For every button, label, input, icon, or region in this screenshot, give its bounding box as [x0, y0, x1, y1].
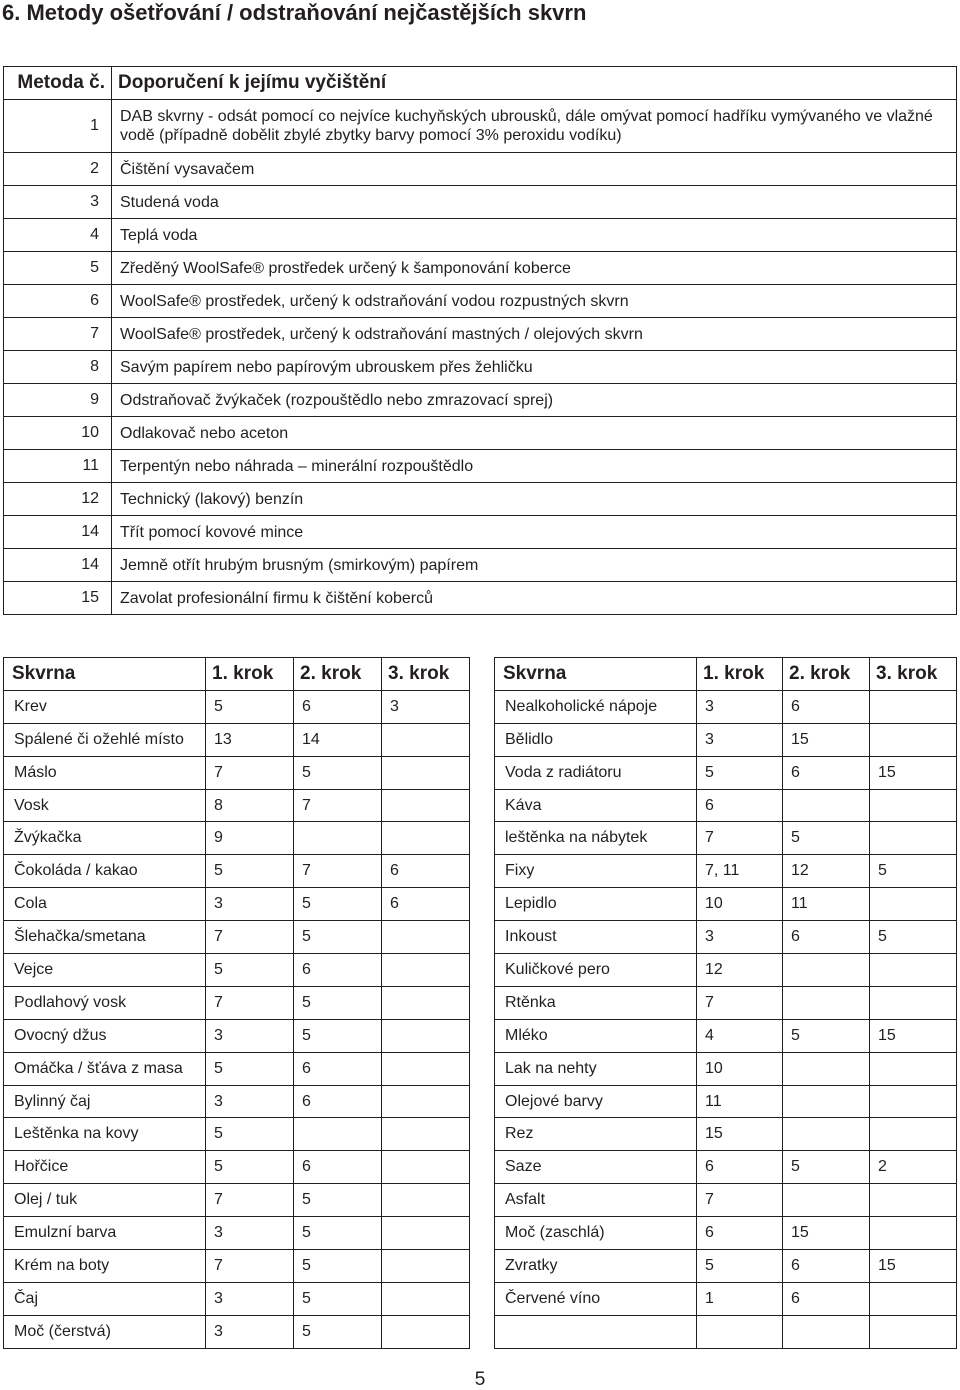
stain-name: Moč (čerstvá): [4, 1315, 206, 1348]
method-number: 1: [4, 100, 112, 153]
stain-step-3: [870, 690, 957, 723]
stain-step-1: 6: [697, 789, 783, 822]
stain-step-3: [870, 1282, 957, 1315]
stain-step-3: [382, 1184, 470, 1217]
method-description: Třít pomocí kovové mince: [112, 516, 957, 549]
method-row: [4, 450, 957, 483]
stain-step-2: [294, 822, 382, 855]
stain-row: [495, 723, 957, 756]
methods-header-row: [4, 67, 957, 100]
stains-left-header-step-1: 1. krok: [206, 658, 294, 691]
stain-step-3: [382, 1217, 470, 1250]
stain-step-2: [783, 954, 870, 987]
stain-step-1: 3: [697, 690, 783, 723]
stain-name: Žvýkačka: [4, 822, 206, 855]
stain-step-3: [382, 789, 470, 822]
stain-row: [4, 1282, 470, 1315]
stain-step-3: [870, 986, 957, 1019]
stain-name: Moč (zaschlá): [495, 1217, 697, 1250]
stains-right-header-step-3: 3. krok: [870, 658, 957, 691]
stain-row: [4, 1085, 470, 1118]
stain-name: Mléko: [495, 1019, 697, 1052]
stain-step-3: [382, 1282, 470, 1315]
stain-step-3: [382, 986, 470, 1019]
stain-step-1: 5: [206, 954, 294, 987]
stain-step-1: 10: [697, 1052, 783, 1085]
stain-step-3: [870, 822, 957, 855]
method-row: [4, 252, 957, 285]
stain-step-3: [382, 1151, 470, 1184]
stain-row: [495, 1085, 957, 1118]
stain-row: [4, 1184, 470, 1217]
method-row: [4, 582, 957, 615]
stain-step-2: [783, 1085, 870, 1118]
stain-step-3: [382, 1315, 470, 1348]
method-row: [4, 186, 957, 219]
stain-step-3: [870, 1118, 957, 1151]
stain-step-2: 6: [294, 1151, 382, 1184]
stain-row: [4, 1052, 470, 1085]
stain-row: [4, 1118, 470, 1151]
stain-step-3: 15: [870, 1250, 957, 1283]
method-number: 4: [4, 219, 112, 252]
method-number: 2: [4, 153, 112, 186]
stain-name: Vosk: [4, 789, 206, 822]
stain-step-1: 5: [206, 855, 294, 888]
stain-row: [4, 954, 470, 987]
stain-step-3: [870, 954, 957, 987]
stain-row: [4, 690, 470, 723]
stain-step-2: 5: [294, 1250, 382, 1283]
stain-step-3: 6: [382, 855, 470, 888]
stain-name: Olej / tuk: [4, 1184, 206, 1217]
stain-step-1: 3: [206, 1019, 294, 1052]
stain-step-3: [870, 1315, 957, 1348]
stain-name: Čaj: [4, 1282, 206, 1315]
stain-row: [495, 1217, 957, 1250]
stain-step-1: 3: [697, 723, 783, 756]
stain-name: Bylinný čaj: [4, 1085, 206, 1118]
stain-step-3: 5: [870, 921, 957, 954]
stain-step-3: [382, 921, 470, 954]
methods-table: [3, 66, 957, 615]
stain-step-1: 7: [206, 986, 294, 1019]
stains-right-header-step-1: 1. krok: [697, 658, 783, 691]
stain-row: [495, 921, 957, 954]
stain-name: Hořčice: [4, 1151, 206, 1184]
stain-row: [495, 822, 957, 855]
stain-step-1: 13: [206, 723, 294, 756]
stain-step-2: 7: [294, 855, 382, 888]
stain-step-2: 5: [783, 1151, 870, 1184]
stain-step-2: 6: [783, 690, 870, 723]
stain-name: Krev: [4, 690, 206, 723]
stain-step-2: 6: [783, 921, 870, 954]
stain-step-2: 5: [294, 1184, 382, 1217]
stain-step-1: 5: [206, 1118, 294, 1151]
stain-step-1: 5: [206, 1052, 294, 1085]
stain-step-3: 6: [382, 888, 470, 921]
stain-row: [4, 1217, 470, 1250]
stain-step-1: 6: [697, 1151, 783, 1184]
stain-row: [4, 855, 470, 888]
stain-row: [495, 855, 957, 888]
method-description: Teplá voda: [112, 219, 957, 252]
stain-row: [495, 1250, 957, 1283]
stain-step-2: 5: [783, 1019, 870, 1052]
stain-row: [4, 1019, 470, 1052]
stain-name: Bělidlo: [495, 723, 697, 756]
stain-step-2: 11: [783, 888, 870, 921]
stain-step-2: [294, 1118, 382, 1151]
stain-name: Spálené či ožehlé místo: [4, 723, 206, 756]
stain-step-3: [870, 888, 957, 921]
stain-name: Olejové barvy: [495, 1085, 697, 1118]
stain-step-2: 5: [294, 1019, 382, 1052]
stain-row: [495, 1118, 957, 1151]
stain-step-2: 5: [294, 1217, 382, 1250]
stain-row: [4, 888, 470, 921]
stain-step-1: [697, 1315, 783, 1348]
stain-name: [495, 1315, 697, 1348]
method-description: Technický (lakový) benzín: [112, 483, 957, 516]
stain-step-1: 7: [206, 1184, 294, 1217]
stain-step-3: 5: [870, 855, 957, 888]
stain-step-3: [382, 723, 470, 756]
stain-step-3: [870, 1085, 957, 1118]
stain-step-1: 5: [206, 690, 294, 723]
stains-table-left: [3, 657, 470, 1349]
stain-name: Leštěnka na kovy: [4, 1118, 206, 1151]
stain-step-2: 6: [783, 1282, 870, 1315]
stains-left-header-row: [4, 658, 470, 691]
stain-name: Krém na boty: [4, 1250, 206, 1283]
stain-step-2: [783, 789, 870, 822]
stain-step-3: [382, 1019, 470, 1052]
stain-step-1: 6: [697, 1217, 783, 1250]
stain-name: Omáčka / šťáva z masa: [4, 1052, 206, 1085]
stain-step-3: [382, 954, 470, 987]
stain-name: Inkoust: [495, 921, 697, 954]
method-description: Čištění vysavačem: [112, 153, 957, 186]
methods-header-number: Metoda č.: [4, 67, 112, 100]
stain-step-1: 9: [206, 822, 294, 855]
stain-row: [4, 1151, 470, 1184]
stain-name: Cola: [4, 888, 206, 921]
stain-step-1: 7, 11: [697, 855, 783, 888]
stain-row: [495, 1184, 957, 1217]
stain-name: Zvratky: [495, 1250, 697, 1283]
stain-step-2: 5: [294, 888, 382, 921]
stain-step-1: 3: [206, 888, 294, 921]
stain-step-2: [783, 1052, 870, 1085]
method-number: 14: [4, 516, 112, 549]
method-description: Zavolat profesionální firmu k čištění koberců: [112, 582, 957, 615]
stain-step-2: 12: [783, 855, 870, 888]
stain-step-3: 2: [870, 1151, 957, 1184]
stain-step-1: 8: [206, 789, 294, 822]
stain-name: Lepidlo: [495, 888, 697, 921]
stain-step-2: 14: [294, 723, 382, 756]
stain-step-2: 6: [783, 1250, 870, 1283]
stain-step-3: 3: [382, 690, 470, 723]
stain-row: [4, 1315, 470, 1348]
stain-step-3: [382, 756, 470, 789]
stain-name: Voda z radiátoru: [495, 756, 697, 789]
stain-row: [4, 986, 470, 1019]
stain-step-3: [870, 1217, 957, 1250]
stain-name: Lak na nehty: [495, 1052, 697, 1085]
method-number: 7: [4, 318, 112, 351]
stain-step-2: 7: [294, 789, 382, 822]
stain-step-2: 5: [294, 921, 382, 954]
stain-name: Káva: [495, 789, 697, 822]
stain-name: Čokoláda / kakao: [4, 855, 206, 888]
stain-name: Rez: [495, 1118, 697, 1151]
method-number: 14: [4, 549, 112, 582]
method-row: [4, 285, 957, 318]
stains-right-header-step-2: 2. krok: [783, 658, 870, 691]
stain-step-2: 5: [783, 822, 870, 855]
stain-step-1: 5: [697, 756, 783, 789]
stain-step-3: [382, 1052, 470, 1085]
method-row: [4, 219, 957, 252]
stains-table-right: [494, 657, 957, 1349]
method-row: [4, 100, 957, 153]
stain-name: Vejce: [4, 954, 206, 987]
stain-name: Červené víno: [495, 1282, 697, 1315]
page-number: 5: [474, 1369, 486, 1390]
method-description: Jemně otřít hrubým brusným (smirkovým) papírem: [112, 549, 957, 582]
stain-name: leštěnka na nábytek: [495, 822, 697, 855]
stain-step-2: 5: [294, 756, 382, 789]
stain-step-2: 5: [294, 1282, 382, 1315]
stain-step-3: [382, 1085, 470, 1118]
stain-row: [495, 1052, 957, 1085]
stain-step-3: [870, 789, 957, 822]
method-number: 5: [4, 252, 112, 285]
method-row: [4, 483, 957, 516]
stain-step-2: [783, 1118, 870, 1151]
method-description: Terpentýn nebo náhrada – minerální rozpouštědlo: [112, 450, 957, 483]
stain-step-1: 7: [206, 1250, 294, 1283]
stains-left-header-stain: Skvrna: [4, 658, 206, 691]
stain-row: [495, 888, 957, 921]
stain-step-2: 6: [294, 690, 382, 723]
stain-step-1: 1: [697, 1282, 783, 1315]
stain-name: Šlehačka/smetana: [4, 921, 206, 954]
method-description: DAB skvrny - odsát pomocí co nejvíce kuchyňských ubrousků, dále omývat pomocí hadříku vymývaného ve vlažné vodě (případně dobělit zbylé zbytky barvy pomocí 3% peroxidu vodíku): [112, 100, 957, 153]
stain-row: [495, 986, 957, 1019]
stain-step-2: 6: [294, 1052, 382, 1085]
stain-step-1: 15: [697, 1118, 783, 1151]
stain-step-1: 5: [206, 1151, 294, 1184]
stain-row: [495, 1315, 957, 1348]
stain-row: [4, 822, 470, 855]
stain-name: Máslo: [4, 756, 206, 789]
stain-row: [495, 756, 957, 789]
method-number: 8: [4, 351, 112, 384]
stains-left-header-step-3: 3. krok: [382, 658, 470, 691]
method-number: 10: [4, 417, 112, 450]
stain-step-2: 6: [294, 954, 382, 987]
stain-step-2: 6: [783, 756, 870, 789]
stain-step-1: 7: [206, 756, 294, 789]
method-number: 12: [4, 483, 112, 516]
stains-right-header-row: [495, 658, 957, 691]
method-description: Savým papírem nebo papírovým ubrouskem přes žehličku: [112, 351, 957, 384]
stain-step-1: 11: [697, 1085, 783, 1118]
stain-step-2: 5: [294, 986, 382, 1019]
stain-row: [495, 1151, 957, 1184]
stains-right-header-stain: Skvrna: [495, 658, 697, 691]
method-number: 15: [4, 582, 112, 615]
stain-row: [4, 789, 470, 822]
stain-step-1: 7: [697, 1184, 783, 1217]
stain-step-1: 4: [697, 1019, 783, 1052]
stain-step-3: [382, 1250, 470, 1283]
methods-header-recommendation: Doporučení k jejímu vyčištění: [112, 67, 957, 100]
stain-step-1: 3: [206, 1282, 294, 1315]
method-row: [4, 549, 957, 582]
stain-name: Saze: [495, 1151, 697, 1184]
stain-step-3: 15: [870, 1019, 957, 1052]
stain-row: [495, 954, 957, 987]
stain-step-2: 5: [294, 1315, 382, 1348]
method-number: 3: [4, 186, 112, 219]
stain-step-2: [783, 1184, 870, 1217]
stain-row: [495, 1019, 957, 1052]
stain-step-1: 7: [206, 921, 294, 954]
method-description: Odstraňovač žvýkaček (rozpouštědlo nebo zmrazovací sprej): [112, 384, 957, 417]
method-row: [4, 516, 957, 549]
stain-name: Ovocný džus: [4, 1019, 206, 1052]
method-description: Odlakovač nebo aceton: [112, 417, 957, 450]
page-title: 6. Metody ošetřování / odstraňování nejčastějších skvrn: [2, 0, 587, 25]
stain-step-1: 3: [206, 1085, 294, 1118]
stain-row: [495, 789, 957, 822]
stain-step-3: [870, 1052, 957, 1085]
stain-row: [4, 1250, 470, 1283]
stain-name: Podlahový vosk: [4, 986, 206, 1019]
stain-step-3: [870, 1184, 957, 1217]
stain-step-2: 6: [294, 1085, 382, 1118]
stain-name: Emulzní barva: [4, 1217, 206, 1250]
stain-row: [4, 756, 470, 789]
stains-left-header-step-2: 2. krok: [294, 658, 382, 691]
stain-step-3: 15: [870, 756, 957, 789]
stain-row: [495, 1282, 957, 1315]
method-number: 11: [4, 450, 112, 483]
stain-step-2: [783, 986, 870, 1019]
stain-step-1: 5: [697, 1250, 783, 1283]
method-row: [4, 384, 957, 417]
stain-step-1: 3: [206, 1315, 294, 1348]
stain-row: [4, 921, 470, 954]
stain-name: Asfalt: [495, 1184, 697, 1217]
method-row: [4, 417, 957, 450]
stain-step-3: [382, 1118, 470, 1151]
stain-row: [495, 690, 957, 723]
stain-name: Kuličkové pero: [495, 954, 697, 987]
method-description: WoolSafe® prostředek, určený k odstraňování mastných / olejových skvrn: [112, 318, 957, 351]
method-row: [4, 153, 957, 186]
stain-step-1: 3: [697, 921, 783, 954]
stain-step-1: 10: [697, 888, 783, 921]
stain-name: Fixy: [495, 855, 697, 888]
stain-name: Rtěnka: [495, 986, 697, 1019]
stain-name: Nealkoholické nápoje: [495, 690, 697, 723]
stain-step-1: 7: [697, 822, 783, 855]
stain-step-3: [382, 822, 470, 855]
method-description: Studená voda: [112, 186, 957, 219]
stain-step-2: 15: [783, 723, 870, 756]
stain-step-1: 3: [206, 1217, 294, 1250]
stain-step-2: 15: [783, 1217, 870, 1250]
stain-step-2: [783, 1315, 870, 1348]
method-number: 9: [4, 384, 112, 417]
method-description: Zředěný WoolSafe® prostředek určený k šamponování koberce: [112, 252, 957, 285]
stain-row: [4, 723, 470, 756]
stain-step-3: [870, 723, 957, 756]
method-number: 6: [4, 285, 112, 318]
method-description: WoolSafe® prostředek, určený k odstraňování vodou rozpustných skvrn: [112, 285, 957, 318]
method-row: [4, 318, 957, 351]
method-row: [4, 351, 957, 384]
stain-step-1: 12: [697, 954, 783, 987]
stain-step-1: 7: [697, 986, 783, 1019]
